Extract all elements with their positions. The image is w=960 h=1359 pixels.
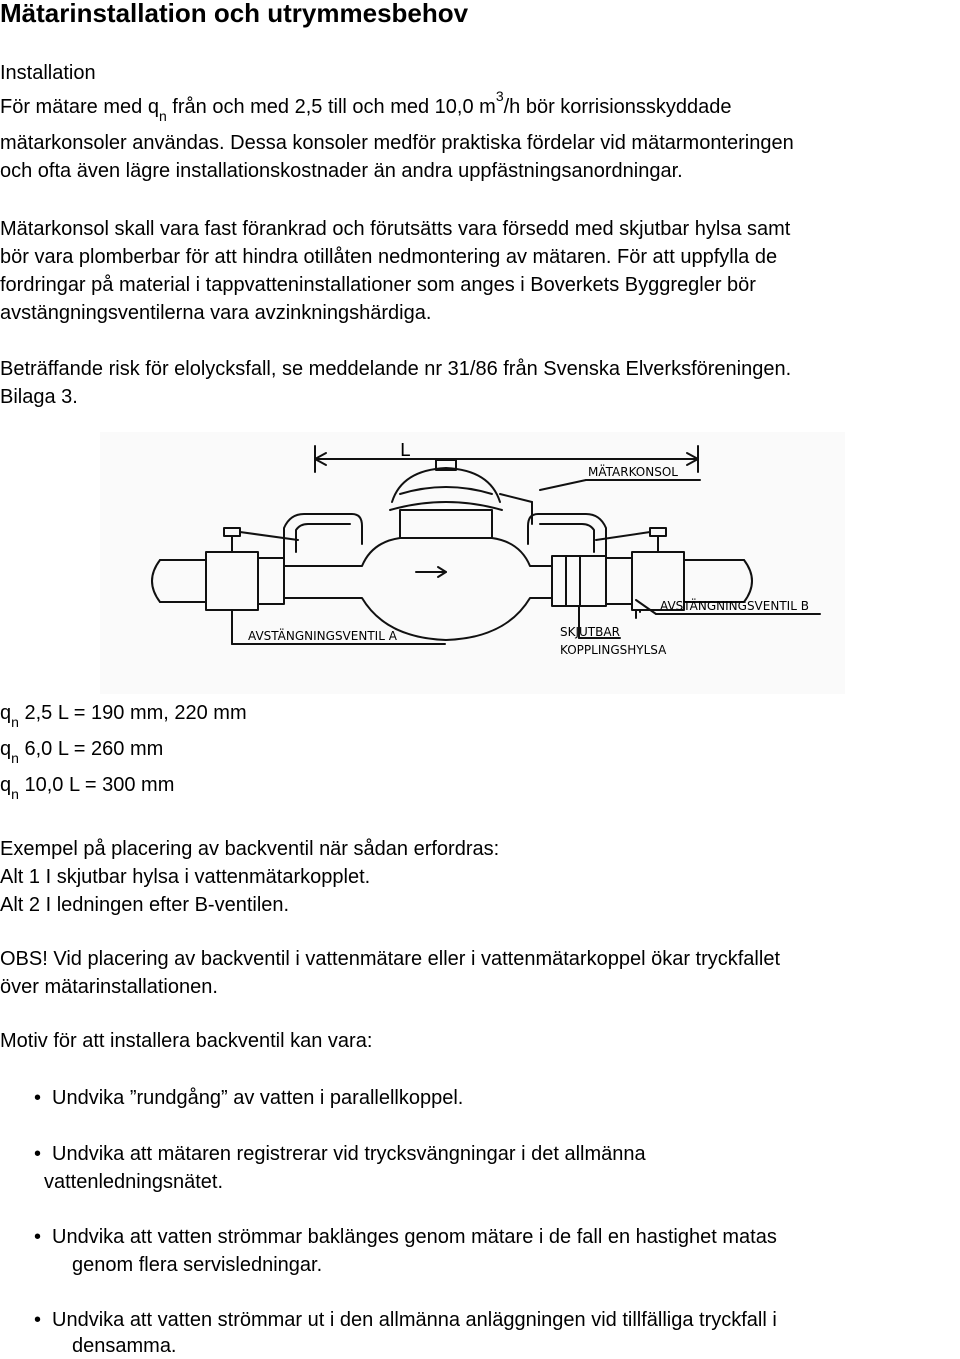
paragraph-line: mätarkonsoler användas. Dessa konsoler medför praktiska fördelar vid mätarmonteringen <box>0 132 794 154</box>
section-heading-installation: Installation <box>0 62 96 84</box>
paragraph-line: bör vara plomberbar för att hindra otillåten nedmontering av mätaren. För att uppfylla de <box>0 246 778 268</box>
dimension-row: $q_n$ 10,0 L = 300 mm <box>0 774 175 802</box>
motiv-heading: Motiv för att installera backventil kan vara: <box>0 1030 373 1052</box>
paragraph-line: Alt 1 I skjutbar hylsa i vattenmätarkopplet. <box>0 866 371 888</box>
meter-installation-diagram <box>100 432 845 694</box>
label-sliding-sleeve: SKJUTBAR <box>560 625 620 639</box>
paragraph-line: fordringar på material i tappvatteninstallationer som anges i Boverkets Byggregler bör <box>0 274 756 296</box>
label-valve-b: AVSTÄNGNINGSVENTIL B <box>660 599 809 613</box>
paragraph-line: Bilaga 3. <box>0 386 78 408</box>
bullet-item: Undvika ”rundgång” av vatten i parallellkoppel. <box>52 1087 464 1109</box>
bullet-item: Undvika att mätaren registrerar vid trycksvängningar i det allmänna <box>52 1143 646 1165</box>
bullet-item-continuation: densamma. <box>72 1335 177 1357</box>
paragraph-line: Mätarkonsol skall vara fast förankrad och förutsätts vara försedd med skjutbar hylsa samt <box>0 218 791 240</box>
label-valve-a: AVSTÄNGNINGSVENTIL A <box>248 629 397 643</box>
paragraph-line: För mätare med $q_n$ från och med 2,5 till och med 10,0 $m^3/h$ bör korrisionsskyddade <box>0 88 732 124</box>
paragraph-line: Beträffande risk för elolycksfall, se meddelande nr 31/86 från Svenska Elverksföreningen. <box>0 358 792 380</box>
dimension-row: $q_n$ 2,5 L = 190 mm, 220 mm <box>0 702 247 730</box>
bullet-icon: • <box>34 1143 42 1165</box>
obs-note-line: över mätarinstallationen. <box>0 976 218 998</box>
bullet-icon: • <box>34 1309 42 1331</box>
paragraph-line: avstängningsventilerna vara avzinkningshärdiga. <box>0 302 432 324</box>
label-matarkonsol: MÄTARKONSOL <box>588 465 678 479</box>
dimension-label-l: L <box>400 440 411 461</box>
obs-note-line: OBS! Vid placering av backventil i vattenmätare eller i vattenmätarkoppel ökar tryckfallet <box>0 948 780 970</box>
bullet-icon: • <box>34 1087 42 1109</box>
bullet-item-continuation: vattenledningsnätet. <box>44 1171 224 1193</box>
paragraph-line: Exempel på placering av backventil när sådan erfordras: <box>0 838 500 860</box>
label-coupling-sleeve: KOPPLINGSHYLSA <box>560 643 667 657</box>
bullet-item: Undvika att vatten strömmar ut i den allmänna anläggningen vid tillfälliga tryckfall i <box>52 1309 777 1331</box>
paragraph-line: och ofta även lägre installationskostnader än andra uppfästningsanordningar. <box>0 160 683 182</box>
dimension-row: $q_n$ 6,0 L = 260 mm <box>0 738 164 766</box>
bullet-item-continuation: genom flera servisledningar. <box>72 1254 323 1276</box>
bullet-icon: • <box>34 1226 42 1248</box>
paragraph-line: Alt 2 I ledningen efter B-ventilen. <box>0 894 290 916</box>
bullet-item: Undvika att vatten strömmar baklänges genom mätare i de fall en hastighet matas <box>52 1226 777 1248</box>
page-title: Mätarinstallation och utrymmesbehov <box>0 0 469 28</box>
